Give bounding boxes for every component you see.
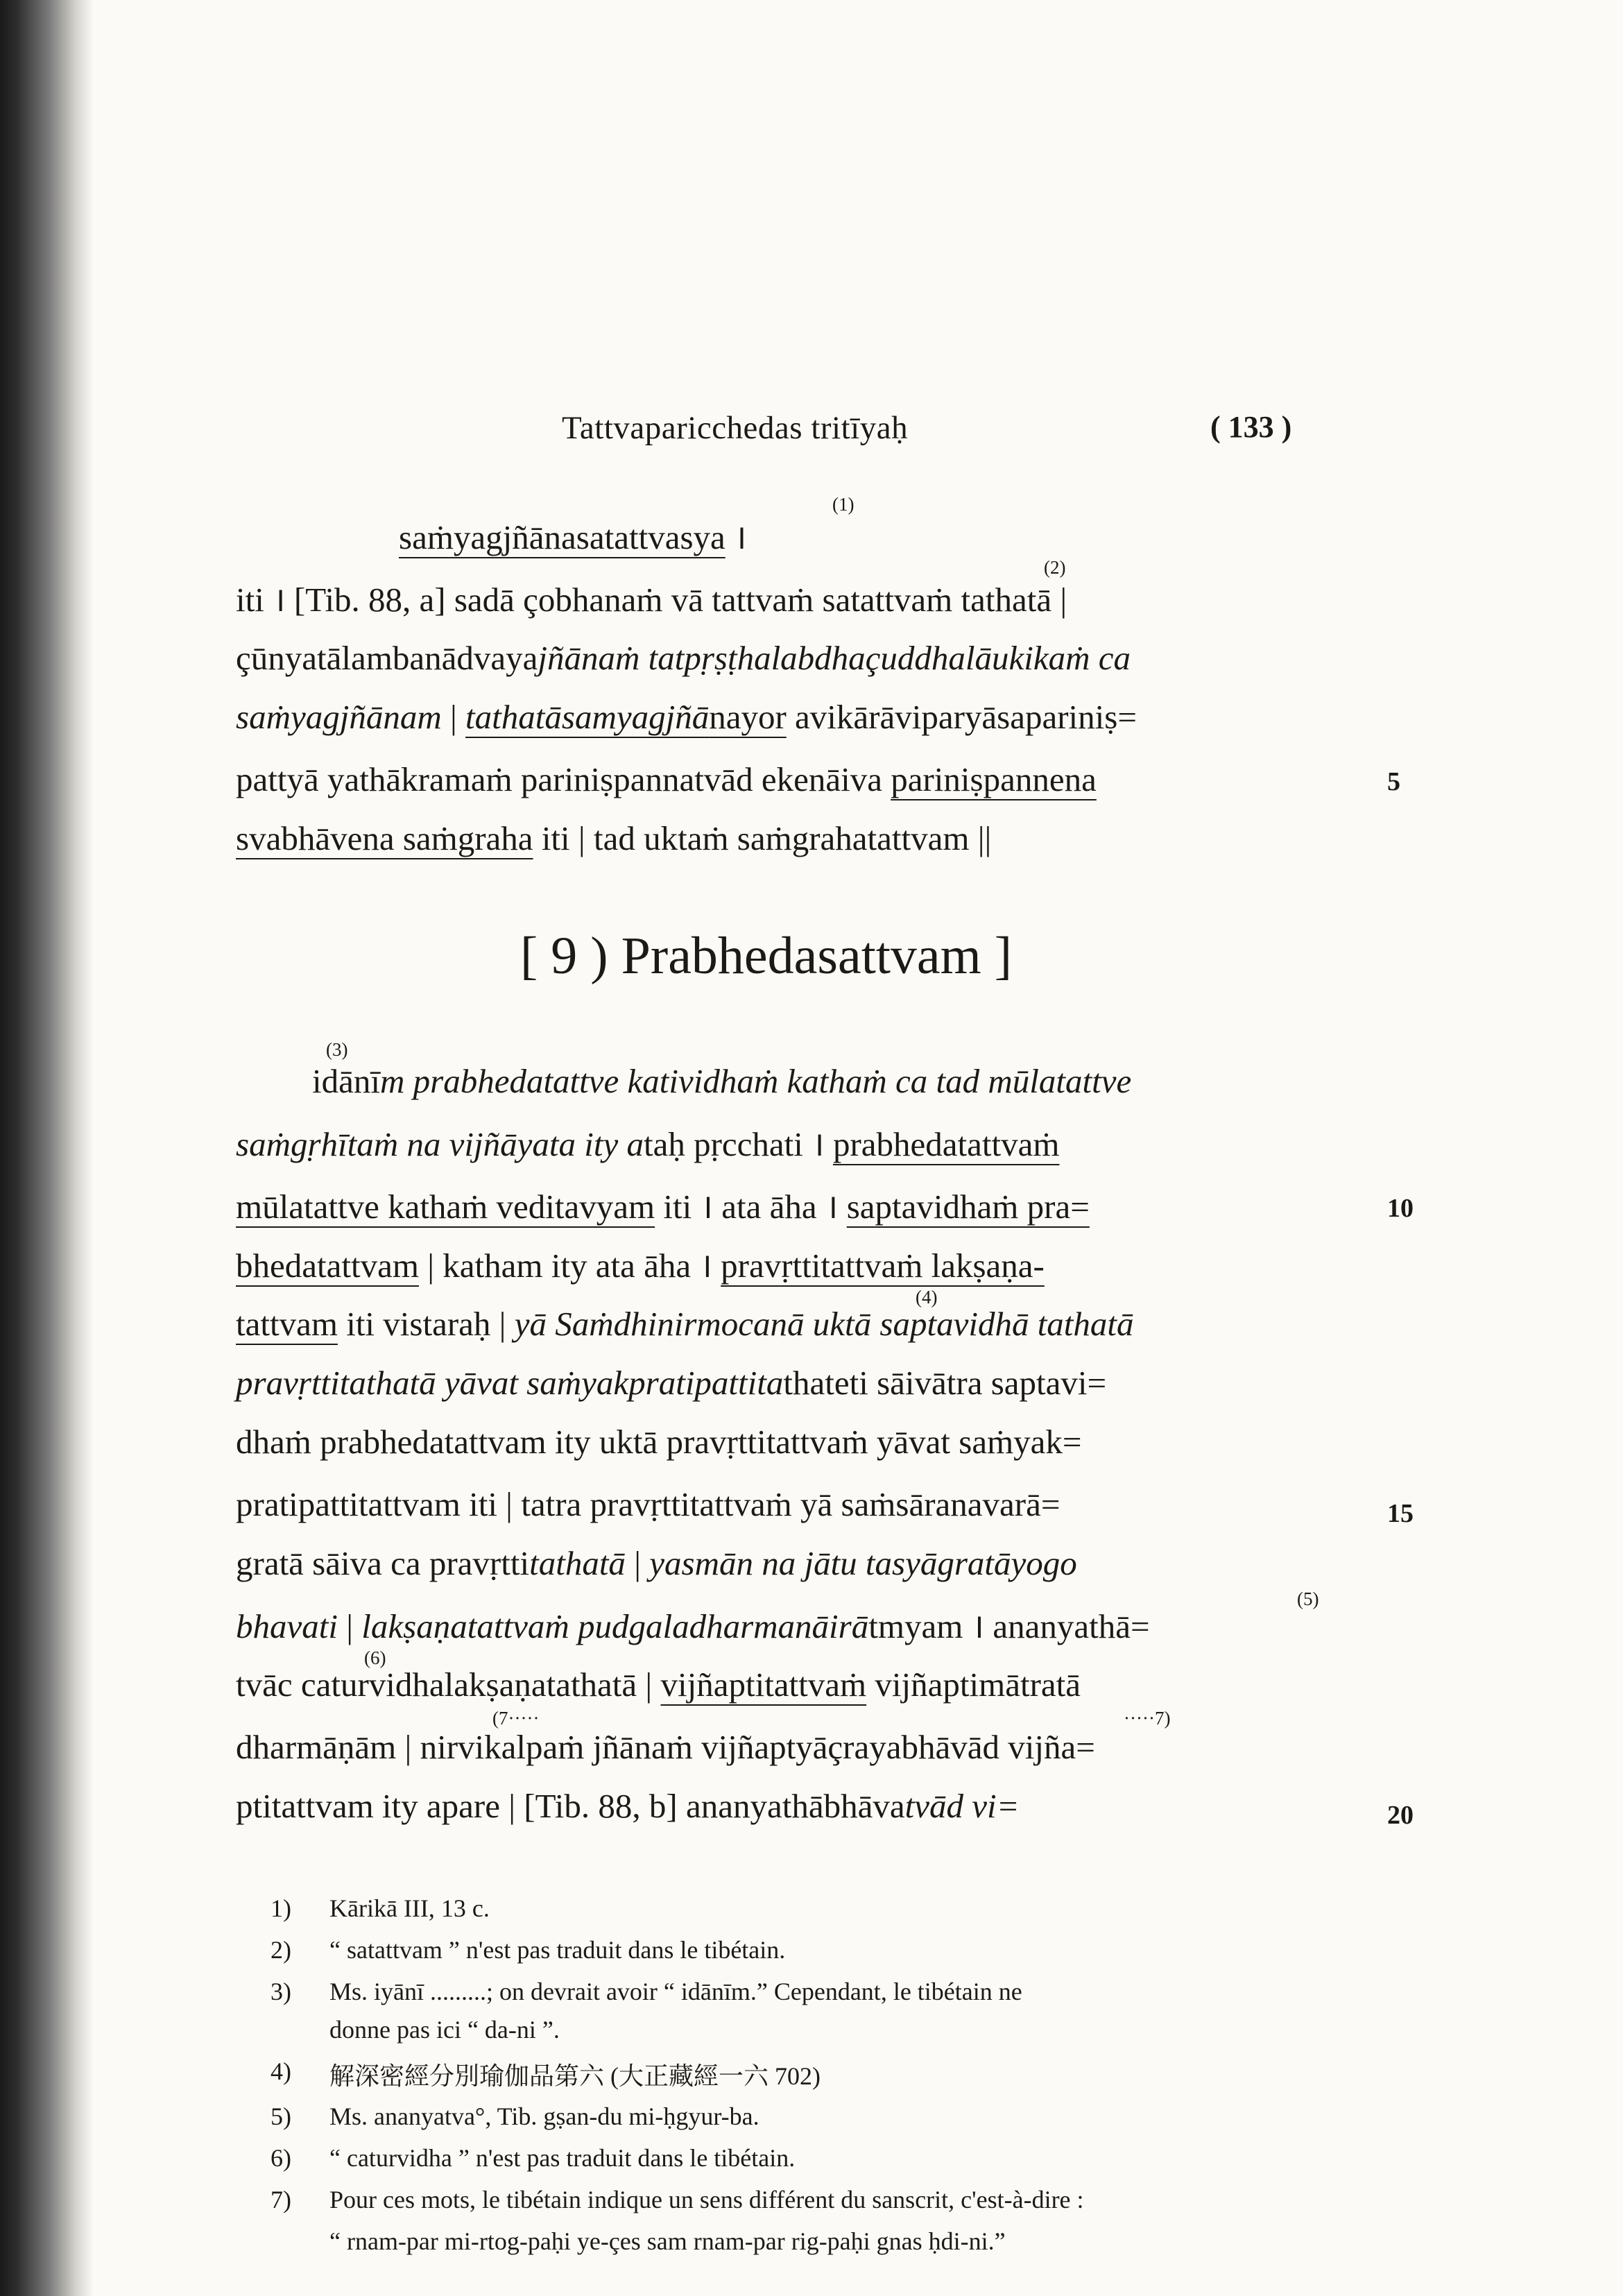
footnote-mark-7-close: ·····7) (1124, 1708, 1171, 1729)
text2-line-13: ptitattvam ity apare | [Tib. 88, b] ananyathābhāvatvād vi= (236, 1787, 1020, 1825)
text2-line-3: mūlatattve kathaṁ veditavyam iti । ata āha । saptavidhaṁ pra= (236, 1188, 1090, 1226)
text-line-4: saṁyagjñānam | tathatāsamyagjñānayor avikārāviparyāsapariniṣ= (236, 698, 1137, 736)
footnote-mark-6: (6) (364, 1647, 386, 1668)
footnote-text: Pour ces mots, le tibétain indique un sens différent du sanscrit, c'est-à-dire : (329, 2186, 1084, 2213)
page-number: ( 133 ) (1210, 410, 1292, 444)
footnote-number: 5) (270, 2102, 291, 2130)
text2-line-5: tattvam iti vistaraḥ | yā Saṁdhinirmocanā uktā saptavidhā tathatā (236, 1305, 1134, 1343)
text2-line-12: dharmāṇām | nirvikalpaṁ jñānaṁ vijñaptyāçrayabhāvād vijña= (236, 1728, 1095, 1766)
text2-line-8: pratipattitattvam iti | tatra pravṛttitattvaṁ yā saṁsāranavarā= (236, 1485, 1060, 1523)
footnote-mark-7-open: (7····· (492, 1708, 540, 1729)
text2-line-9: gratā sāiva ca pravṛttitathatā | yasmān na jātu tasyāgratāyogo (236, 1544, 1077, 1582)
footnote-mark-2: (2) (1044, 557, 1066, 578)
text2-line-10: bhavati | lakṣaṇatattvaṁ pudgaladharmanāirātmyam । ananyathā= (236, 1607, 1150, 1645)
footnote-text: “ satattvam ” n'est pas traduit dans le tibétain. (329, 1936, 786, 1964)
footnote-number: 3) (270, 1978, 291, 2005)
text-line-3: çūnyatālambanādvayajñānaṁ tatpṛṣṭhalabdhaçuddhalāukikaṁ ca (236, 639, 1131, 677)
footnote-text: Ms. iyānī .........; on devrait avoir “ idānīm.” Cependant, le tibétain ne (329, 1978, 1022, 2005)
text2-line-4: bhedatattvam | katham ity ata āha । pravṛttitattvaṁ lakṣaṇa- (236, 1246, 1045, 1285)
margin-line-number-20: 20 (1387, 1801, 1414, 1830)
footnote-number: 7) (270, 2186, 291, 2213)
book-binding-shadow (0, 0, 94, 2296)
footnote-mark-5: (5) (1297, 1588, 1319, 1609)
text2-line-1: idānīm prabhedatattve katividhaṁ kathaṁ ca tad mūlatattve (312, 1062, 1132, 1100)
footnote-text: 解深密經分別瑜伽品第六 (大正藏經一六 702) (329, 2062, 821, 2090)
text-line-2: iti । [Tib. 88, a] sadā çobhanaṁ vā tattvaṁ satattvaṁ tathatā | (236, 581, 1067, 619)
footnote-text: “ caturvidha ” n'est pas traduit dans le tibétain. (329, 2144, 796, 2172)
footnote-mark-3: (3) (326, 1039, 348, 1060)
footnote-text: donne pas ici “ da-ni ”. (329, 2016, 560, 2044)
footnote-number: 6) (270, 2144, 291, 2172)
text-line-1: saṁyagjñānasatattvasya । (399, 518, 747, 556)
footnote-text: Ms. ananyatva°, Tib. gṣan-du mi-ḥgyur-ba. (329, 2102, 759, 2130)
text2-line-2: saṁgṛhītaṁ na vijñāyata ity ataḥ pṛcchati । prabhedatattvaṁ (236, 1125, 1060, 1163)
text2-line-7: dhaṁ prabhedatattvam ity uktā pravṛttitattvaṁ yāvat saṁyak= (236, 1423, 1082, 1461)
footnote-mark-1: (1) (832, 494, 855, 515)
footnote-number: 4) (270, 2057, 291, 2085)
section-title: [ 9 ) Prabhedasattvam ] (520, 927, 1013, 985)
footnote-text: “ rnam-par mi-rtog-paḥi ye-çes sam rnam-par rig-paḥi gnas ḥdi-ni.” (329, 2227, 1006, 2255)
margin-line-number-15: 15 (1387, 1499, 1414, 1528)
margin-line-number-10: 10 (1387, 1194, 1414, 1223)
footnote-number: 1) (270, 1894, 291, 1922)
running-title: Tattvaparicchedas tritīyaḥ (562, 410, 909, 446)
text-line-5: pattyā yathākramaṁ pariniṣpannatvād ekenāiva pariniṣpannena (236, 760, 1097, 798)
footnote-text: Kārikā III, 13 c. (329, 1894, 490, 1922)
footnote-number: 2) (270, 1936, 291, 1964)
text2-line-11: tvāc caturvidhalakṣaṇatathatā | vijñaptitattvaṁ vijñaptimātratā (236, 1665, 1081, 1704)
text2-line-6: pravṛttitathatā yāvat saṁyakpratipattitathateti sāivātra saptavi= (236, 1364, 1107, 1402)
footnote-mark-4: (4) (916, 1287, 938, 1308)
text-line-6: svabhāvena saṁgraha iti | tad uktaṁ saṁgrahatattvam || (236, 819, 992, 857)
margin-line-number-5: 5 (1387, 767, 1400, 796)
